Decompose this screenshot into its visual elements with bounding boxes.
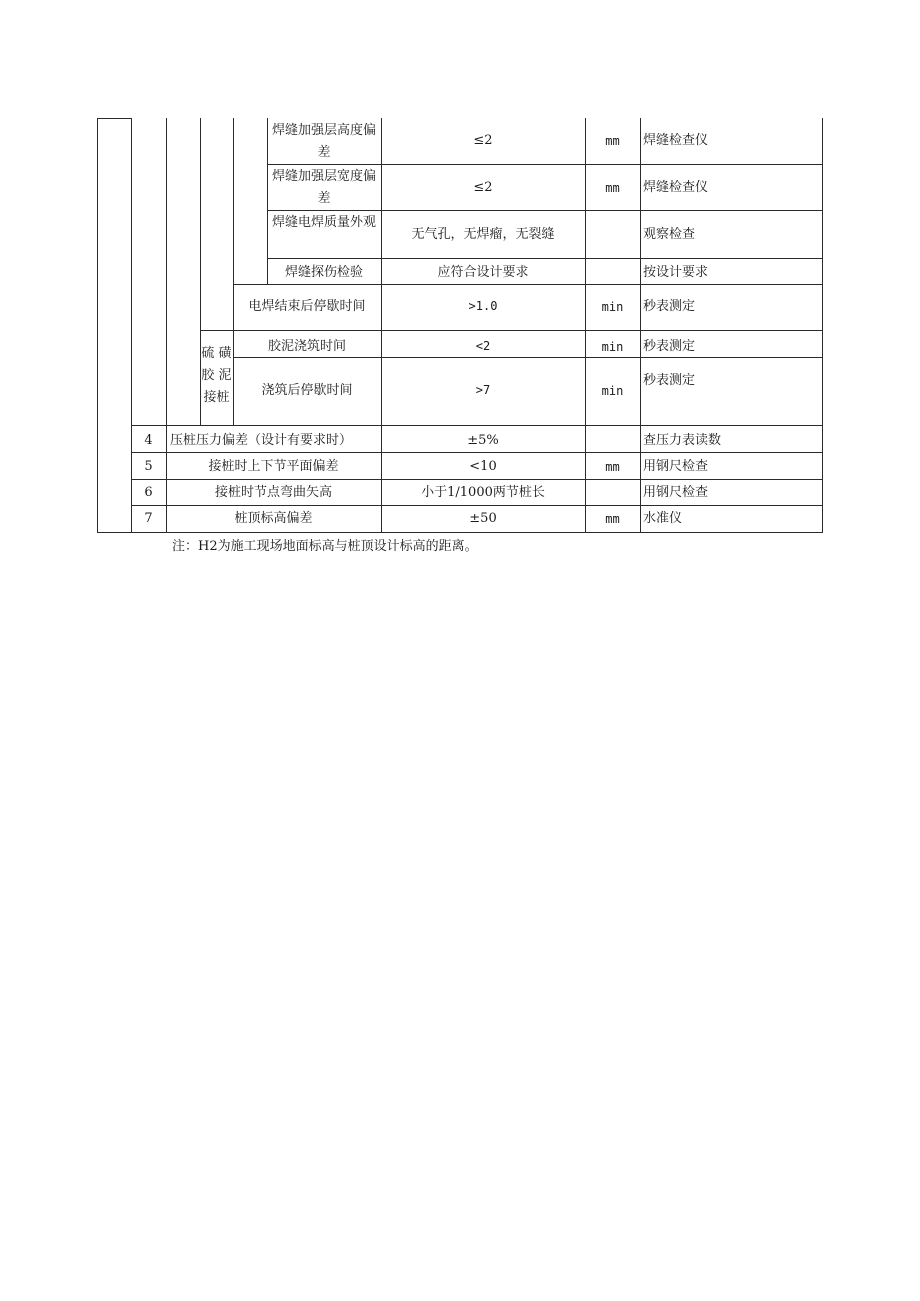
table-rule: [97, 118, 98, 533]
table-rule: [640, 118, 641, 533]
table-cell-unit: mm: [605, 512, 620, 526]
table-cell-allowance: >7: [475, 383, 491, 397]
table-cell-allowance: ≤2: [473, 133, 493, 148]
table-rule: [131, 425, 823, 426]
table-cell-unit: mm: [605, 460, 620, 474]
table-rule: [131, 452, 823, 453]
table-cell-item: 电焊结束后停歇时间: [248, 299, 366, 314]
table-cell-item: 压桩压力偏差（设计有要求时）: [170, 433, 353, 448]
group-label-line: 胶 泥: [201, 368, 232, 383]
table-cell-method: 观察检查: [643, 227, 696, 242]
table-rule: [233, 284, 823, 285]
table-cell-item: 浇筑后停歇时间: [261, 383, 353, 398]
table-cell-item: 胶泥浇筑时间: [267, 339, 346, 354]
table-cell-item: 焊缝电焊质量外观: [271, 215, 376, 230]
group-label-line: 接桩: [203, 390, 230, 405]
table-cell-item: 桩顶标高偏差: [234, 511, 313, 526]
table-cell-allowance: ±5%: [467, 433, 499, 448]
table-cell-method: 查压力表读数: [643, 433, 722, 448]
table-cell-unit: min: [601, 300, 624, 314]
table-cell-item: 焊缝加强层高度偏差: [271, 123, 376, 160]
table-cell-method: 秒表测定: [643, 339, 696, 354]
table-rule: [267, 210, 823, 211]
table-cell-no: 6: [144, 485, 153, 500]
table-cell-allowance: <10: [469, 459, 497, 474]
table-cell-method: 水准仪: [643, 511, 683, 526]
table-cell-allowance: >1.0: [468, 299, 498, 313]
table-cell-allowance: ±50: [469, 511, 497, 526]
table-rule: [267, 118, 268, 285]
table-rule: [131, 505, 823, 506]
table-cell-allowance: 小于1/1000两节桩长: [421, 485, 545, 500]
table-cell-method: 按设计要求: [643, 265, 709, 280]
table-cell-allowance: ≤2: [473, 180, 493, 195]
table-cell-item: 焊缝探伤检验: [284, 265, 363, 280]
table-cell-allowance: 应符合设计要求: [437, 265, 529, 280]
table-rule: [822, 118, 823, 533]
table-cell-allowance: <2: [475, 339, 491, 353]
group-label-sulfur-mortar: [200, 343, 233, 409]
table-cell-method: 用钢尺检查: [643, 459, 709, 474]
table-rule: [267, 258, 823, 259]
table-cell-allowance: 无气孔，无焊瘤，无裂缝: [411, 227, 555, 242]
table-rule: [267, 164, 823, 165]
table-cell-no: 5: [144, 459, 153, 474]
table-cell-method: 焊缝检查仪: [643, 133, 709, 148]
table-rule: [200, 330, 823, 331]
table-rule: [233, 357, 823, 358]
group-label-line: 硫 磺: [201, 346, 232, 361]
table-footnote: 注：H2为施工现场地面标高与桩顶设计标高的距离。: [172, 539, 478, 554]
table-rule: [97, 532, 823, 533]
table-rule: [131, 479, 823, 480]
table-rule: [97, 118, 131, 119]
table-cell-item: 接桩时上下节平面偏差: [208, 459, 339, 474]
table-cell-method: 秒表测定: [643, 373, 696, 388]
table-cell-method: 焊缝检查仪: [643, 180, 709, 195]
table-cell-unit: min: [601, 340, 624, 354]
table-cell-method: 秒表测定: [643, 299, 696, 314]
table-cell-method: 用钢尺检查: [643, 485, 709, 500]
table-cell-unit: min: [601, 384, 624, 398]
table-cell-unit: mm: [605, 134, 620, 148]
table-cell-item: 焊缝加强层宽度偏差: [271, 169, 376, 206]
table-cell-item: 接桩时节点弯曲矢高: [214, 485, 332, 500]
table-cell-unit: mm: [605, 181, 620, 195]
table-cell-no: 4: [144, 433, 153, 448]
table-cell-no: 7: [144, 511, 153, 526]
